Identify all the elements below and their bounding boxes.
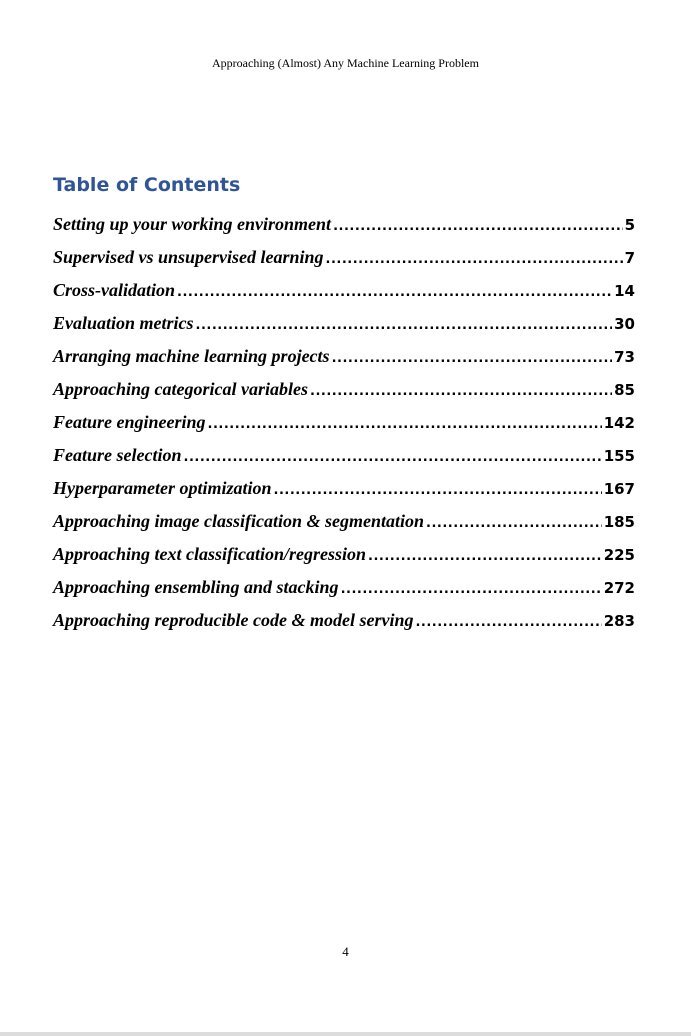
toc-entry[interactable] xyxy=(53,445,635,478)
toc-entry-title: Approaching ensembling and stacking xyxy=(53,577,339,597)
toc-entry-title: Approaching text classification/regression xyxy=(53,544,367,564)
toc-entry-title: Supervised vs unsupervised learning xyxy=(53,247,324,267)
toc-entry-title: Evaluation metrics xyxy=(53,313,194,333)
toc-entry-title: Approaching image classification & segmentation xyxy=(53,511,425,531)
toc-entry[interactable] xyxy=(53,280,635,313)
toc-entry[interactable] xyxy=(53,610,635,643)
toc-entry[interactable] xyxy=(53,544,635,577)
toc-entry-title: Hyperparameter optimization xyxy=(53,478,272,498)
toc-dot-leader xyxy=(196,318,613,333)
toc-entry[interactable] xyxy=(53,577,635,610)
toc-entry-page-number: 142 xyxy=(603,414,635,432)
toc-entry[interactable] xyxy=(53,247,635,280)
toc-entry-page-number: 85 xyxy=(614,381,635,399)
toc-dot-leader xyxy=(341,582,602,597)
toc-entry-title: Setting up your working environment xyxy=(53,214,332,234)
toc-dot-leader xyxy=(184,450,602,465)
toc-entry[interactable] xyxy=(53,313,635,346)
toc-entry-title: Feature selection xyxy=(53,445,182,465)
toc-entry[interactable] xyxy=(53,346,635,379)
toc-entry-page-number: 283 xyxy=(603,612,635,630)
toc-dot-leader xyxy=(208,417,602,432)
running-header: Approaching (Almost) Any Machine Learning Problem xyxy=(212,56,479,70)
toc-entry[interactable] xyxy=(53,214,635,247)
toc-entry-page-number: 167 xyxy=(603,480,635,498)
toc-entry-page-number: 7 xyxy=(624,249,635,267)
toc-entry-title: Approaching categorical variables xyxy=(53,379,308,399)
toc-entry-page-number: 272 xyxy=(603,579,635,597)
toc-entry[interactable] xyxy=(53,511,635,544)
toc-dot-leader xyxy=(274,483,602,498)
toc-entry-title: Feature engineering xyxy=(53,412,206,432)
toc-entry-page-number: 5 xyxy=(624,216,635,234)
toc-dot-leader xyxy=(326,252,623,267)
toc-entry[interactable] xyxy=(53,412,635,445)
toc-entry-page-number: 30 xyxy=(614,315,635,333)
toc-heading: Table of Contents xyxy=(53,174,241,196)
toc-entry-page-number: 185 xyxy=(603,513,635,531)
toc-dot-leader xyxy=(333,219,623,234)
toc-dot-leader xyxy=(310,384,612,399)
toc-dot-leader xyxy=(177,285,612,300)
toc-entry-title: Cross-validation xyxy=(53,280,176,300)
toc-list xyxy=(53,214,635,643)
toc-dot-leader xyxy=(415,615,601,630)
toc-dot-leader xyxy=(368,549,602,564)
toc-entry-page-number: 14 xyxy=(614,282,635,300)
page-number: 4 xyxy=(342,944,349,959)
toc-entry-title: Approaching reproducible code & model serving xyxy=(53,610,414,630)
toc-entry-page-number: 155 xyxy=(603,447,635,465)
toc-dot-leader xyxy=(332,351,613,366)
toc-dot-leader xyxy=(426,516,602,531)
toc-entry[interactable] xyxy=(53,478,635,511)
toc-entry-page-number: 73 xyxy=(614,348,635,366)
toc-entry-title: Arranging machine learning projects xyxy=(53,346,330,366)
toc-entry[interactable] xyxy=(53,379,635,412)
page-bottom-edge xyxy=(0,1032,691,1036)
toc-entry-page-number: 225 xyxy=(603,546,635,564)
